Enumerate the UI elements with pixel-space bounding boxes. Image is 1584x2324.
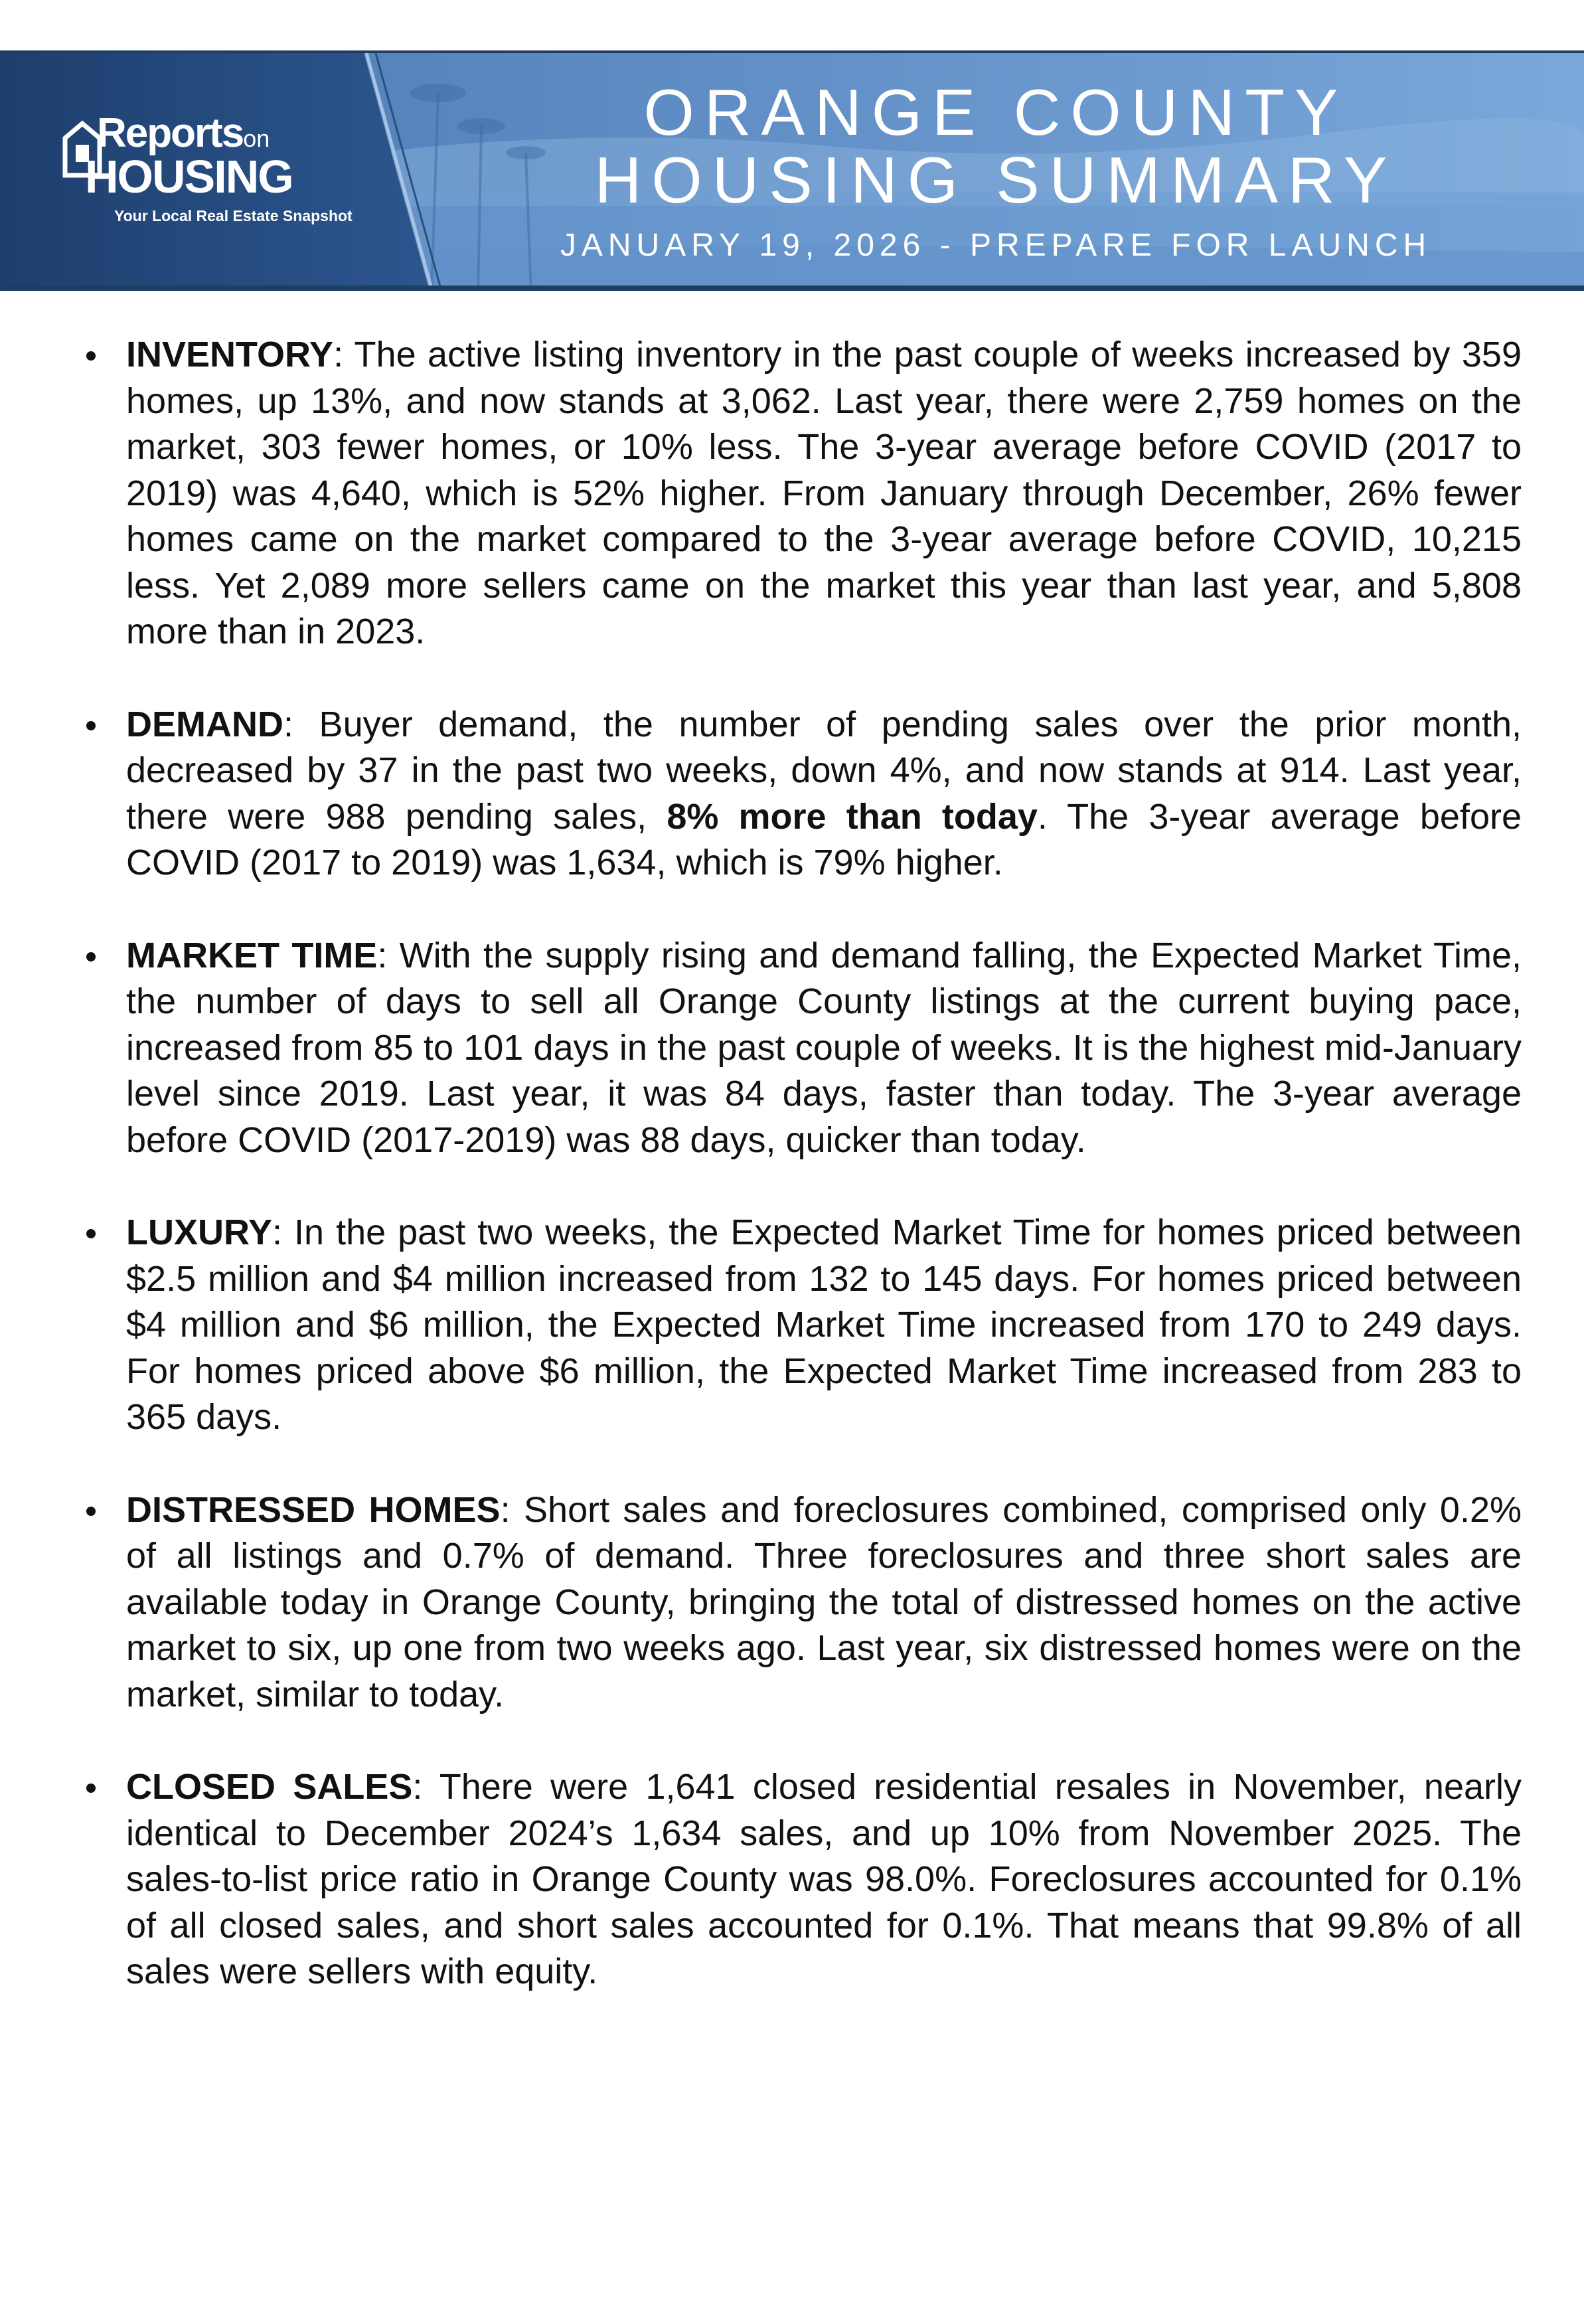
bullet-heading: CLOSED SALES <box>126 1767 413 1807</box>
bullet-heading: MARKET TIME <box>126 935 378 975</box>
bullet-text: : With the supply rising and demand falling, the Expected Market Time, the number of days to sell all Orange County listings at the current buying pace, increased from 85 to 101 days in the past couple of weeks. It is the highest mid-January level since 2019. Last year, it was 84 days, faster than today. The 3-year average before COVID (2017-2019) was 88 days, quicker than today. <box>126 935 1522 1160</box>
bullet-market-time <box>77 933 1522 1164</box>
bullet-dot-icon <box>86 1507 96 1516</box>
bullet-text: . The 3-year average before COVID (2017 to 2019) was 1,634, which is 79% higher. <box>126 796 1522 882</box>
logo-wordmark-main: HOUSING <box>85 151 293 203</box>
bullet-text: : Buyer demand, the number of pending sales over the prior month, decreased by 37 in the past two weeks, down 4%, and now stands at 914. Last year, there were 988 pending sales, <box>126 704 1522 837</box>
bullet-dot-icon <box>86 1784 96 1793</box>
reports-on-housing-logo <box>61 110 380 243</box>
bullet-demand <box>77 702 1522 886</box>
logo-tagline: Your Local Real Estate Snapshot <box>114 207 353 224</box>
bullet-dot-icon <box>86 351 96 361</box>
page-title-line-1: ORANGE COUNTY <box>643 76 1348 149</box>
header-banner <box>0 50 1584 291</box>
bullet-text: : Short sales and foreclosures combined, comprised only 0.2% of all listings and 0.7% of demand. Three foreclosures and three short sales are available today in Orange County, bringing the total of distressed homes on the active market to six, up one from two weeks ago. Last year, six distressed homes were on the market, similar to today. <box>126 1489 1522 1714</box>
bullet-dot-icon <box>86 952 96 961</box>
bullet-dot-icon <box>86 1229 96 1238</box>
bullet-text: : There were 1,641 closed residential resales in November, nearly identical to December 2024’s 1,634 sales, and up 10% from November 2025. The sales-to-list price ratio in Orange County was 98.0%. Foreclosures accounted for 0.1% of all closed sales, and short sales accounted for 0.1%. That means that 99.8% of all sales were sellers with equity. <box>126 1767 1522 1991</box>
page-title-line-2: HOUSING SUMMARY <box>594 143 1397 216</box>
summary-list <box>77 332 1522 2042</box>
bullet-text: : In the past two weeks, the Expected Market Time for homes priced between $2.5 million and $4 million increased from 132 to 145 days. For homes priced between $4 million and $6 million, the Expected Market Time increased from 170 to 249 days. For homes priced above $6 million, the Expected Market Time increased from 283 to 365 days. <box>126 1212 1522 1437</box>
logo-wordmark-top: Reportson <box>97 110 270 156</box>
bullet-text: : The active listing inventory in the past couple of weeks increased by 359 homes, up 13%, and now stands at 3,062. Last year, there were 2,759 homes on the market, 303 fewer homes, or 10% less. The 3-year average before COVID (2017 to 2019) was 4,640, which is 52% higher. From January through December, 26% fewer homes came on the market compared to the 3-year average before COVID, 10,215 less. Yet 2,089 more sellers came on the market this year than last year, and 5,808 more than in 2023. <box>126 335 1522 651</box>
bullet-closed-sales <box>77 1764 1522 1995</box>
bullet-heading: LUXURY <box>126 1212 273 1252</box>
bullet-dot-icon <box>86 721 96 730</box>
bullet-emphasis: 8% more than today <box>667 796 1038 837</box>
bullet-heading: INVENTORY <box>126 335 334 374</box>
page-subtitle: JANUARY 19, 2026 - PREPARE FOR LAUNCH <box>560 228 1432 263</box>
bullet-inventory <box>77 332 1522 655</box>
bullet-luxury <box>77 1210 1522 1441</box>
bullet-heading: DISTRESSED HOMES <box>126 1489 501 1530</box>
bullet-heading: DEMAND <box>126 704 283 744</box>
bullet-distressed-homes <box>77 1487 1522 1718</box>
title-block <box>531 53 1461 291</box>
